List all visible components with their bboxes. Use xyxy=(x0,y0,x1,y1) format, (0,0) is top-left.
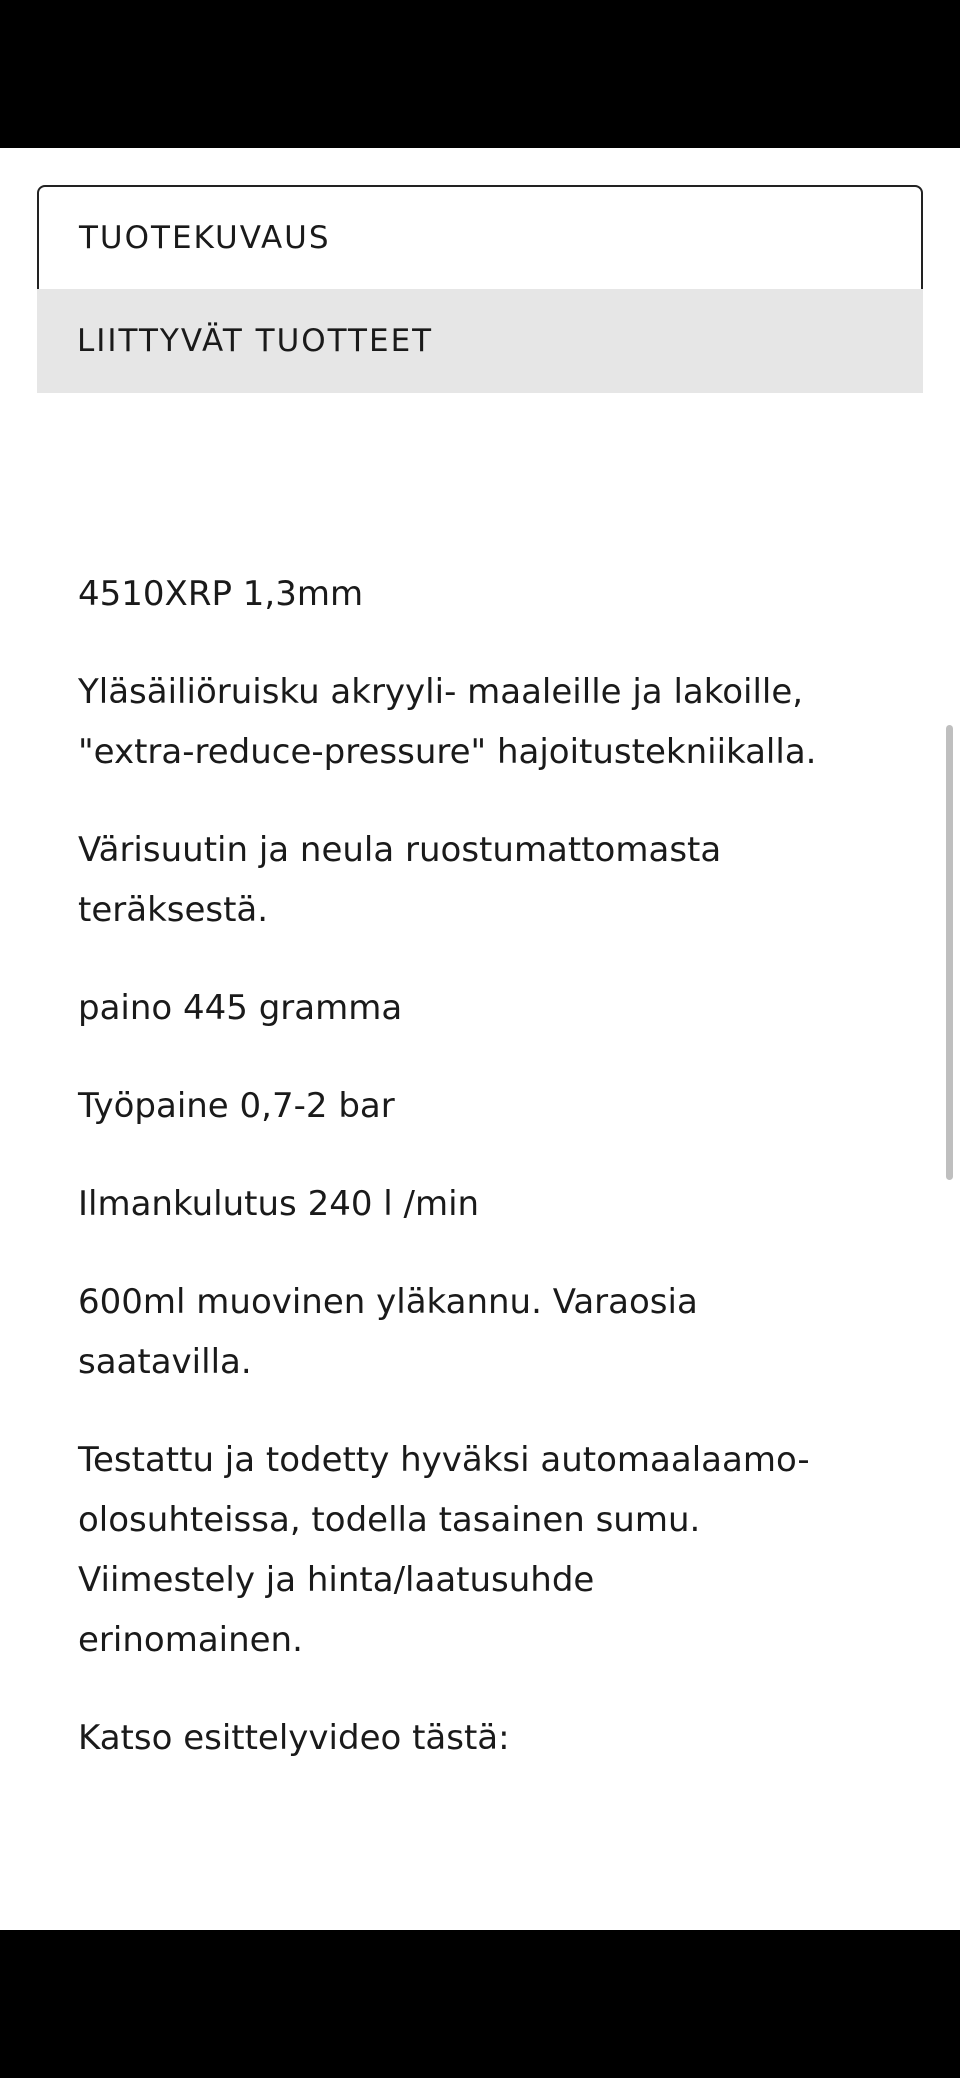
material-line: Värisuutin ja neula ruostumattomasta xyxy=(78,830,722,870)
description-line: Yläsäiliöruisku akryyli- maaleille ja lakoille, xyxy=(78,672,804,712)
product-description xyxy=(78,564,898,1806)
status-bar xyxy=(0,0,960,148)
scrollbar[interactable] xyxy=(946,725,953,1180)
review-line: erinomainen. xyxy=(78,1620,303,1660)
review-line: olosuhteissa, todella tasainen sumu. xyxy=(78,1500,701,1540)
cup-line: 600ml muovinen yläkannu. Varaosia xyxy=(78,1282,698,1322)
video-text: Katso esittelyvideo xyxy=(78,1718,413,1758)
tab-product-description[interactable] xyxy=(37,185,923,289)
description-paragraph xyxy=(78,662,898,782)
review-paragraph xyxy=(78,1430,898,1670)
review-line: Viimestely ja hinta/laatusuhde xyxy=(78,1560,595,1600)
review-line: Testattu ja todetty hyväksi automaalaamo- xyxy=(78,1440,810,1480)
video-link[interactable]: tästä: xyxy=(412,1718,510,1758)
weight-text: paino 445 gramma xyxy=(78,988,403,1028)
description-line: "extra-reduce-pressure" hajoitustekniikalla. xyxy=(78,732,817,772)
material-paragraph xyxy=(78,820,898,940)
navigation-bar xyxy=(0,1930,960,2078)
video-paragraph xyxy=(78,1708,898,1768)
product-tabs xyxy=(37,185,923,393)
model-text: 4510XRP 1,3mm xyxy=(78,574,364,614)
tab-related-products[interactable] xyxy=(37,289,923,393)
tab-related-products-label: LIITTYVÄT TUOTTEET xyxy=(77,323,434,359)
material-line: teräksestä. xyxy=(78,890,269,930)
pressure-text: Työpaine 0,7-2 bar xyxy=(78,1086,395,1126)
cup-line: saatavilla. xyxy=(78,1342,252,1382)
cup-paragraph xyxy=(78,1272,898,1392)
tab-product-description-label: TUOTEKUVAUS xyxy=(79,220,331,256)
air-consumption-text: Ilmankulutus 240 l /min xyxy=(78,1184,480,1224)
product-page xyxy=(0,148,960,1930)
